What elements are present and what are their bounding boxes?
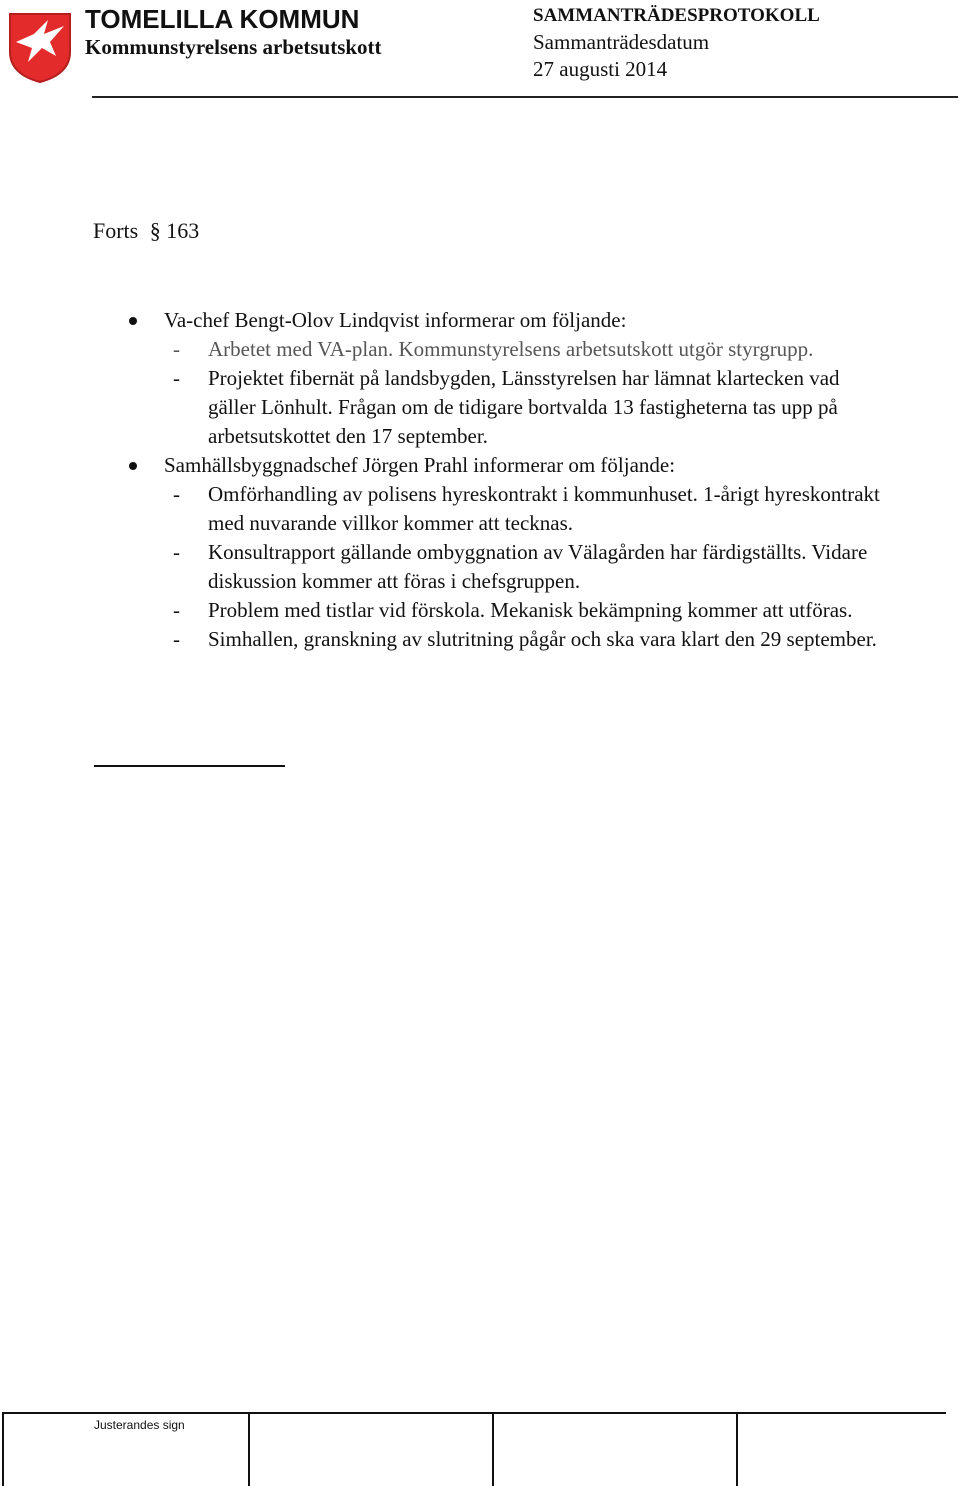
sub-item [93,335,883,364]
dash-icon: - [173,598,180,622]
dash-icon: - [173,366,180,390]
section-prefix: Forts [93,218,139,243]
header-right [533,2,820,83]
sub-item-text: Problem med tistlar vid förskola. Mekanisk bekämpning kommer att utföras. [208,598,853,622]
sub-item-text: Projektet fibernät på landsbygden, Länsstyrelsen har lämnat klartecken vad gäller Lönhult. Frågan om de tidigare bortvalda 13 fastigheterna tas upp på arbetsutskottet den 17 september. [208,366,840,448]
sub-item-text: Konsultrapport gällande ombyggnation av Välagården har färdigställts. Vidare diskussion kommer att föras i chefsgruppen. [208,540,868,593]
sub-item [93,625,883,654]
document-type: SAMMANTRÄDESPROTOKOLL [533,5,820,26]
signature-cell [492,1414,738,1486]
list-item [93,451,883,480]
signature-cell [248,1414,494,1486]
meeting-date: 27 augusti 2014 [533,57,668,81]
sub-item-text: Omförhandling av polisens hyreskontrakt i kommunhuset. 1-årigt hyreskontrakt med nuvarande villkor kommer att tecknas. [208,482,880,535]
header-divider [92,96,958,98]
coat-of-arms-icon [8,12,72,84]
dash-icon: - [173,482,180,506]
sub-item [93,480,883,538]
signature-footer [2,1412,946,1486]
committee-name: Kommunstyrelsens arbetsutskott [85,35,382,59]
section-number: 163 [166,218,200,243]
item-text: Samhällsbyggnadschef Jörgen Prahl informerar om följande: [164,453,676,477]
list-item [93,306,883,335]
municipality-logo [8,12,72,84]
bullet-icon [129,317,137,325]
end-rule [94,765,285,767]
dash-icon: - [173,627,180,651]
section-heading [93,216,199,246]
sub-item-text: Arbetet med VA-plan. Kommunstyrelsens arbetsutskott utgör styrgrupp. [208,337,814,361]
signature-cell [4,1414,250,1486]
dash-icon: - [173,540,180,564]
signature-label: Justerandes sign [94,1418,185,1432]
sub-item [93,596,883,625]
sub-item [93,538,883,596]
sub-item-text: Simhallen, granskning av slutritning pågår och ska vara klart den 29 september. [208,627,877,651]
section-symbol: § [149,218,161,243]
sub-item [93,364,883,451]
item-text: Va-chef Bengt-Olov Lindqvist informerar om följande: [164,308,627,332]
organization-name: TOMELILLA KOMMUN [85,4,360,34]
header-left [85,4,382,60]
bullet-icon [129,462,137,470]
dash-icon: - [173,337,180,361]
minutes-body [93,306,883,654]
date-label: Sammanträdesdatum [533,30,710,54]
